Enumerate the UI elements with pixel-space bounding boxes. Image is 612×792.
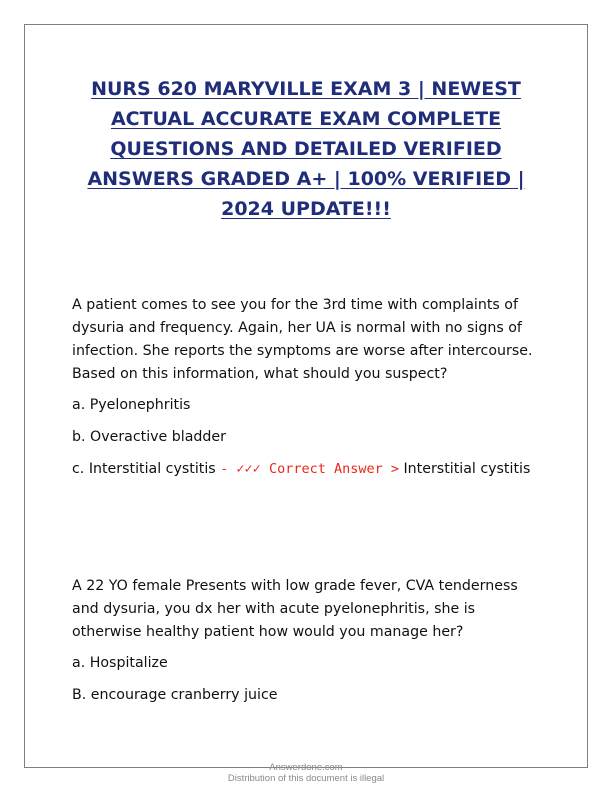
question-2-option-a: a. Hospitalize bbox=[72, 655, 168, 671]
question-1-option-a: a. Pyelonephritis bbox=[72, 397, 191, 413]
question-1-option-c bbox=[72, 458, 542, 481]
correct-answer-marker: - ✓✓✓ Correct Answer > bbox=[220, 461, 399, 477]
question-1-option-c-label: c. Interstitial cystitis bbox=[72, 461, 216, 477]
question-1-correct-answer: Interstitial cystitis bbox=[403, 461, 531, 477]
question-2-option-b: B. encourage cranberry juice bbox=[72, 687, 278, 703]
question-1-stem: A patient comes to see you for the 3rd time with complaints of dysuria and frequency. Again, her UA is normal with no signs of infection. She reports the symptoms are worse after intercourse. Based on this information, what should you suspect? bbox=[72, 297, 533, 382]
question-1 bbox=[72, 294, 542, 481]
question-1-option-b: b. Overactive bladder bbox=[72, 429, 226, 445]
footer-source: Answerdone.com bbox=[269, 762, 343, 773]
question-2-stem: A 22 YO female Presents with low grade fever, CVA tenderness and dysuria, you dx her with acute pyelonephritis, she is otherwise healthy patient how would you manage her? bbox=[72, 578, 518, 640]
document-title: NURS 620 MARYVILLE EXAM 3 | NEWEST ACTUAL ACCURATE EXAM COMPLETE QUESTIONS AND DETAILED VERIFIED ANSWERS GRADED A+ | 100% VERIFIED | 2024 UPDATE!!! bbox=[87, 78, 525, 220]
question-2 bbox=[72, 575, 542, 707]
footer-notice: Distribution of this document is illegal bbox=[227, 773, 385, 784]
